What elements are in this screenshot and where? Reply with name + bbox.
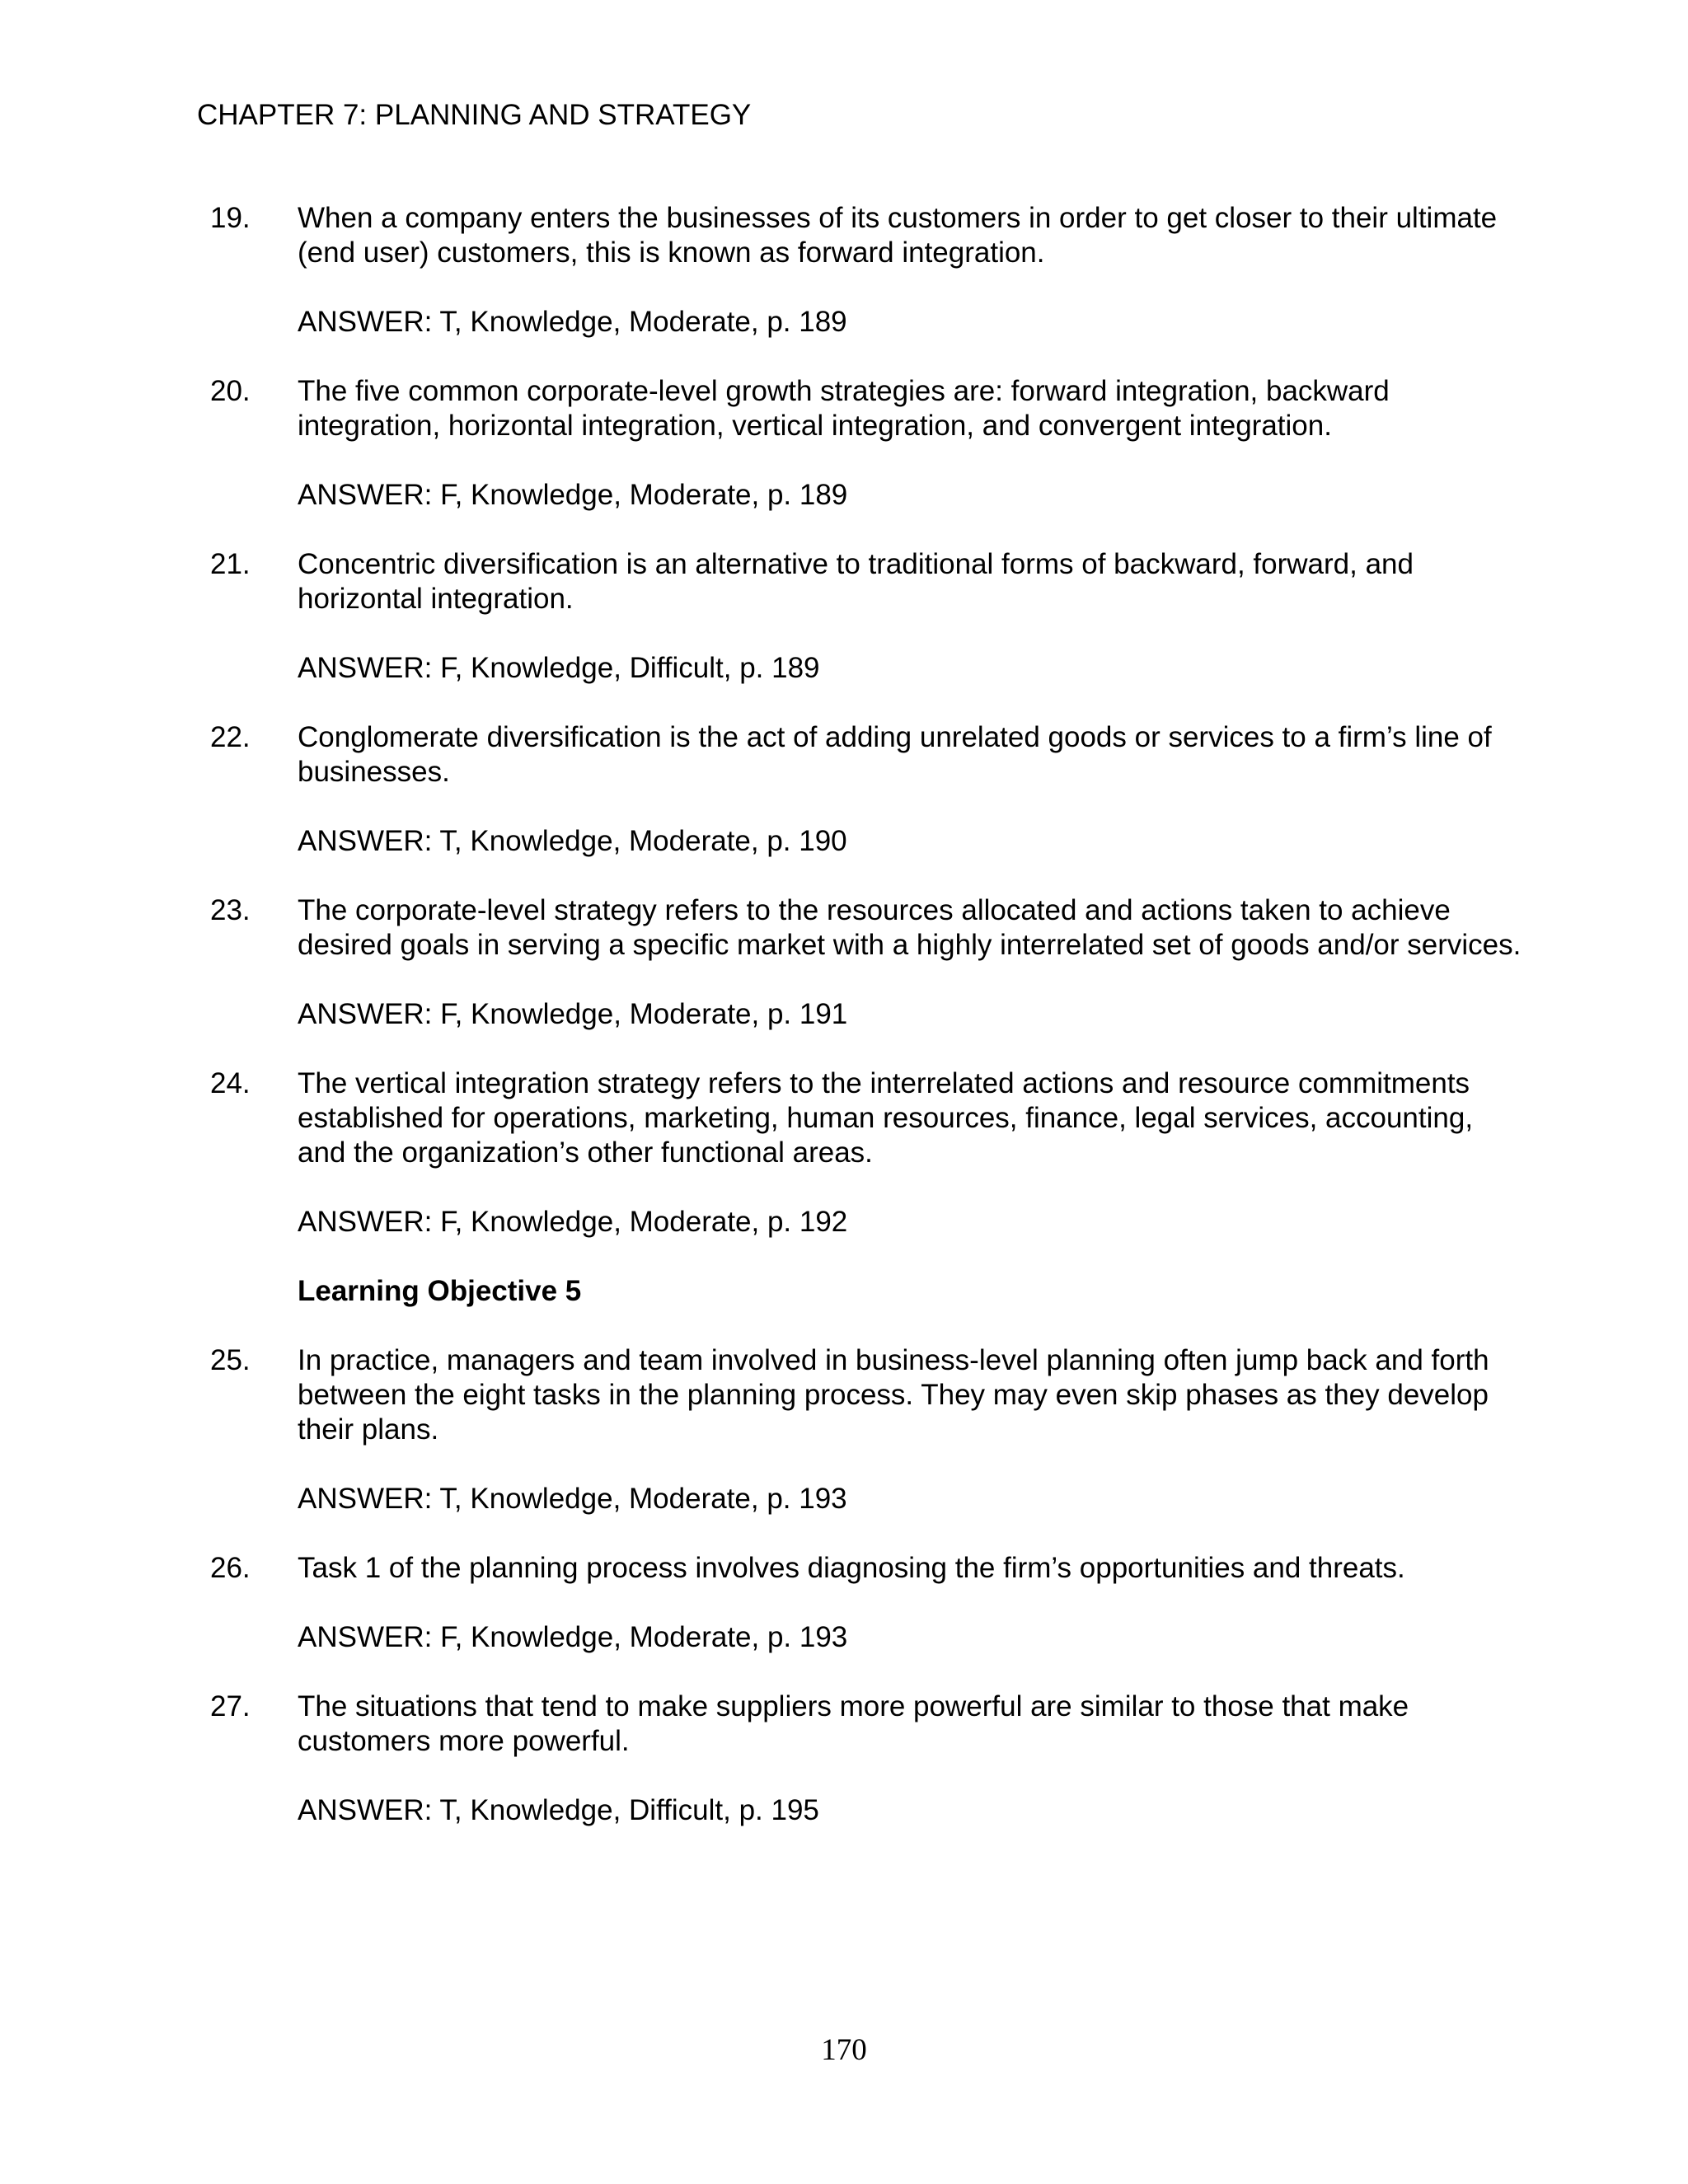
- question-number: 20.: [210, 375, 251, 407]
- question-27: [210, 1690, 1529, 1759]
- question-text: The five common corporate-level growth strategies are: forward integration, backward integration, horizontal integration, vertical integration, and convergent integration.: [298, 375, 1390, 442]
- question-text: Conglomerate diversification is the act of adding unrelated goods or services to a firm’s line of businesses.: [298, 721, 1492, 788]
- question-text: In practice, managers and team involved in business-level planning often jump back and forth between the eight tasks in the planning process. They may even skip phases as they develop their plans.: [298, 1344, 1489, 1446]
- question-22: [210, 720, 1529, 790]
- question-number: 27.: [210, 1690, 251, 1722]
- answer-line: ANSWER: T, Knowledge, Moderate, p. 189: [298, 306, 847, 338]
- page-number: 170: [821, 2033, 867, 2067]
- question-19: [210, 201, 1529, 270]
- answer-line: ANSWER: F, Knowledge, Difficult, p. 189: [298, 652, 820, 684]
- answer-line: ANSWER: F, Knowledge, Moderate, p. 189: [298, 479, 848, 511]
- question-number: 23.: [210, 894, 251, 926]
- question-number: 22.: [210, 721, 251, 753]
- answer-line: ANSWER: F, Knowledge, Moderate, p. 193: [298, 1621, 848, 1653]
- question-21: [210, 547, 1529, 616]
- answer-line: ANSWER: T, Knowledge, Difficult, p. 195: [298, 1794, 819, 1826]
- question-text: When a company enters the businesses of its customers in order to get closer to their ultimate (end user) customers, this is known as forward integration.: [298, 202, 1498, 269]
- answer-line: ANSWER: F, Knowledge, Moderate, p. 192: [298, 1206, 848, 1238]
- question-23: [210, 893, 1529, 963]
- question-25: [210, 1343, 1529, 1447]
- question-text: The vertical integration strategy refers to the interrelated actions and resource commitments established for operations, marketing, human resources, finance, legal services, accounting, and the organization’s other functional areas.: [298, 1067, 1474, 1169]
- question-list: [210, 201, 1529, 1863]
- question-number: 25.: [210, 1344, 251, 1376]
- question-text: The situations that tend to make suppliers more powerful are similar to those that make customers more powerful.: [298, 1690, 1409, 1757]
- answer-line: ANSWER: F, Knowledge, Moderate, p. 191: [298, 998, 848, 1030]
- answer-line: ANSWER: T, Knowledge, Moderate, p. 193: [298, 1483, 847, 1515]
- question-number: 21.: [210, 548, 251, 580]
- question-number: 19.: [210, 202, 251, 234]
- question-text: The corporate-level strategy refers to the resources allocated and actions taken to achieve desired goals in serving a specific market with a highly interrelated set of goods and/or services.: [298, 894, 1522, 961]
- question-number: 24.: [210, 1067, 251, 1099]
- learning-objective-heading: Learning Objective 5: [298, 1275, 582, 1307]
- question-20: [210, 374, 1529, 443]
- chapter-header: CHAPTER 7: PLANNING AND STRATEGY: [197, 99, 752, 131]
- answer-line: ANSWER: T, Knowledge, Moderate, p. 190: [298, 825, 847, 857]
- question-26: [210, 1551, 1529, 1586]
- question-number: 26.: [210, 1552, 251, 1584]
- question-24: [210, 1066, 1529, 1170]
- question-text: Concentric diversification is an alternative to traditional forms of backward, forward, and horizontal integration.: [298, 548, 1414, 615]
- question-text: Task 1 of the planning process involves diagnosing the firm’s opportunities and threats.: [298, 1552, 1405, 1584]
